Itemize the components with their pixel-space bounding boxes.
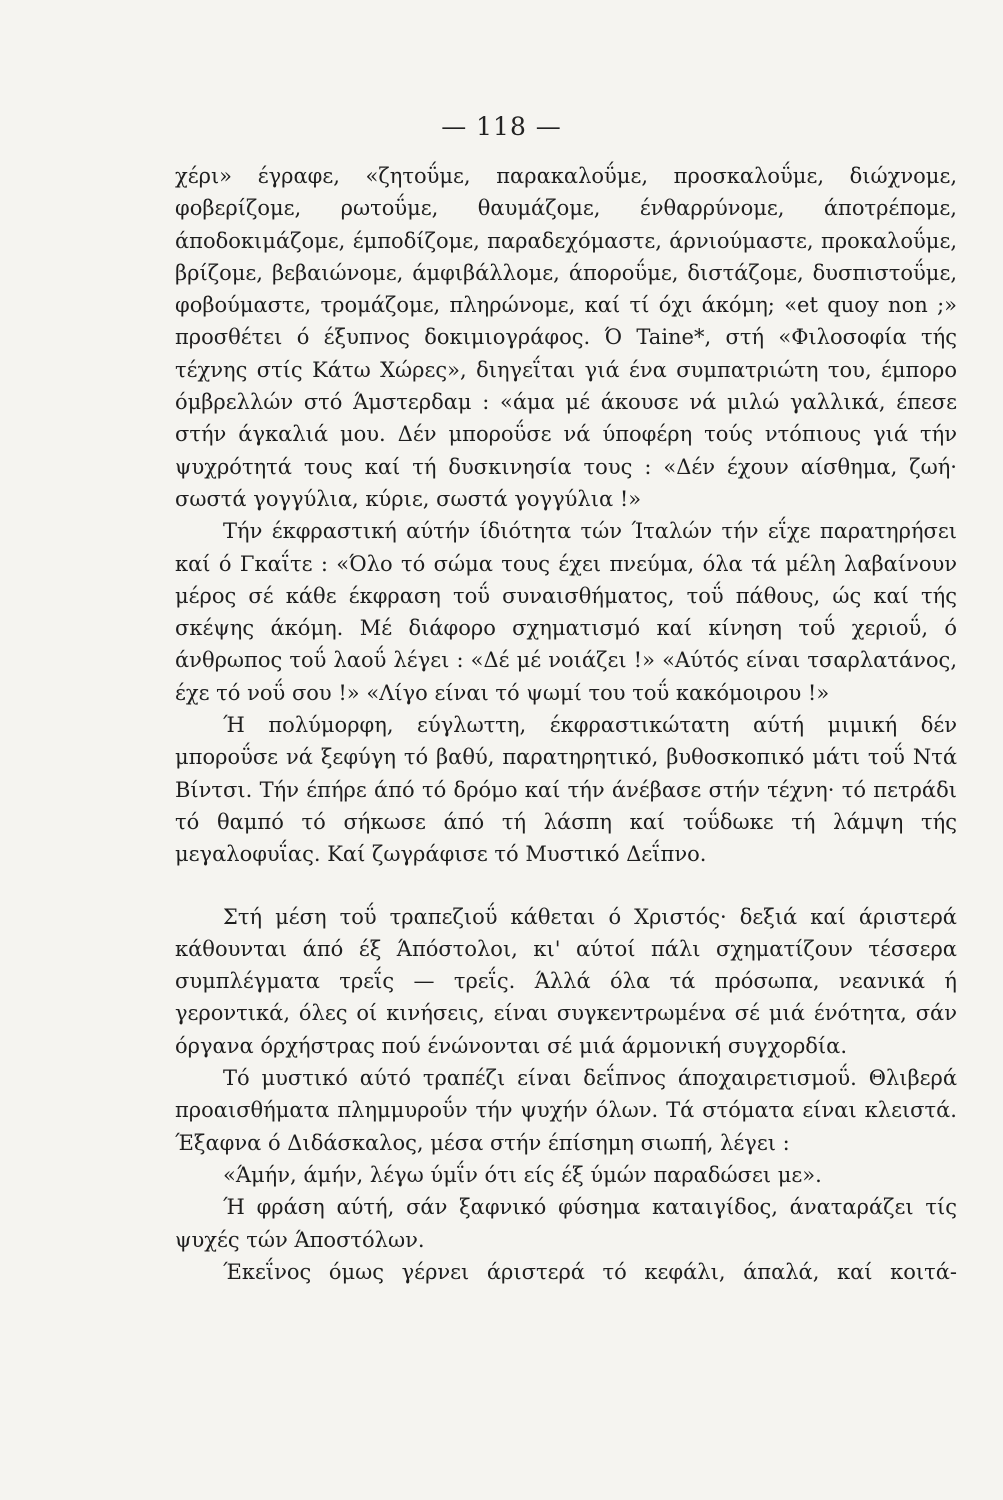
paragraph-8: Έκεΐνος όμως γέρνει άριστερά τό κεφάλι, άπαλά, καί κοιτά- bbox=[223, 1259, 957, 1284]
paragraph-2: Τήν έκφραστική αύτήν ίδιότητα τών Ίταλών τήν εΐχε παρατηρήσει καί ό Γκαΐτε : «Όλο τό σώμα τους έχει πνεύμα, όλα τά μέλη λαβαίνουν μέρος σέ κάθε έκφραση τοΰ συναισθήματος, τοΰ πάθους, ώς καί τής σκέψης άκόμη. Μέ διάφορο σχηματισμό καί κίνηση τοΰ χεριοΰ, ό άνθρωπος τοΰ λαοΰ λέγει : «Δέ μέ νοιάζει !» «Αύτός είναι τσαρλατάνος, έχε τό νοΰ σου !» «Λίγο είναι τό ψωμί του τοΰ κακόμοιρου !» bbox=[175, 519, 957, 705]
paragraph-4: Στή μέση τοΰ τραπεζιοΰ κάθεται ό Χριστός· δεξιά καί άριστερά κάθουνται άπό έξ Άπόστολοι, κι' αύτοί πάλι σχηματίζουν τέσσερα συμπλέγματα τρεΐς — τρεΐς. Άλλά όλα τά πρόσωπα, νεανικά ή γεροντικά, όλες οί κινήσεις, είναι συγκεντρωμένα σέ μιά ένότητα, σάν όργανα όρχήστρας πού ένώνονται σέ μιά άρμονική συγχορδία. bbox=[175, 904, 957, 1058]
page-number: — 118 — bbox=[441, 112, 562, 141]
paragraph-5: Τό μυστικό αύτό τραπέζι είναι δεΐπνος άποχαιρετισμοΰ. Θλιβερά προαισθήματα πλημμυροΰν τήν ψυχήν όλων. Τά στόματα είναι κλειστά. Έξαφνα ό Διδάσκαλος, μέσα στήν έπίσημη σιωπή, λέγει : bbox=[175, 1066, 957, 1155]
paragraph-3: Ή πολύμορφη, εύγλωττη, έκφραστικώτατη αύτή μιμική δέν μποροΰσε νά ξεφύγη τό βαθύ, παρατηρητικό, βυθοσκοπικό μάτι τοΰ Ντά Βίντσι. Τήν έπήρε άπό τό δρόμο καί τήν άνέβασε στήν τέχνη· τό πετράδι τό θαμπό τό σήκωσε άπό τή λάσπη καί τοΰδωκε τή λάμψη τής μεγαλοφυΐας. Καί ζωγράφισε τό Μυστικό Δεΐπνο. bbox=[175, 713, 957, 867]
paragraph-6-quote: «Άμήν, άμήν, λέγω ύμΐν ότι είς έξ ύμών παραδώσει με». bbox=[223, 1162, 822, 1187]
paragraph-1: χέρι» έγραφε, «ζητοΰμε, παρακαλοΰμε, προσκαλοΰμε, διώχνομε, φοβερίζομε, ρωτοΰμε, θαυμάζομε, ένθαρρύνομε, άποτρέπομε, άποδοκιμάζομε, έμποδίζομε, παραδεχόμαστε, άρνιούμαστε, προκαλοΰμε, βρίζομε, βεβαιώνομε, άμφιβάλλομε, άποροΰμε, διστάζομε, δυσπιστοΰμε, φοβούμαστε, τρομάζομε, πληρώνομε, καί τί όχι άκόμη; «et quoy non ;» προσθέτει ό έξυπνος δοκιμιογράφος. Ό Taine*, στή «Φιλοσοφία τής τέχνης στίς Κάτω Χώρες», διηγεΐται γιά ένα συμπατριώτη του, έμπορο όμβρελλών στό Άμστερδαμ : «άμα μέ άκουσε νά μιλώ γαλλικά, έπεσε στήν άγκαλιά μου. Δέν μποροΰσε νά ύποφέρη τούς ντόπιους γιά τήν ψυχρότητά τους καί τή δυσκινησία τους : «Δέν έχουν αίσθημα, ζωή· σωστά γογγύλια, κύριε, σωστά γογγύλια !» bbox=[175, 164, 957, 511]
page-body bbox=[175, 160, 957, 1288]
paragraph-7: Ή φράση αύτή, σάν ξαφνικό φύσημα καταιγίδος, άναταράζει τίς ψυχές τών Άποστόλων. bbox=[175, 1195, 957, 1252]
